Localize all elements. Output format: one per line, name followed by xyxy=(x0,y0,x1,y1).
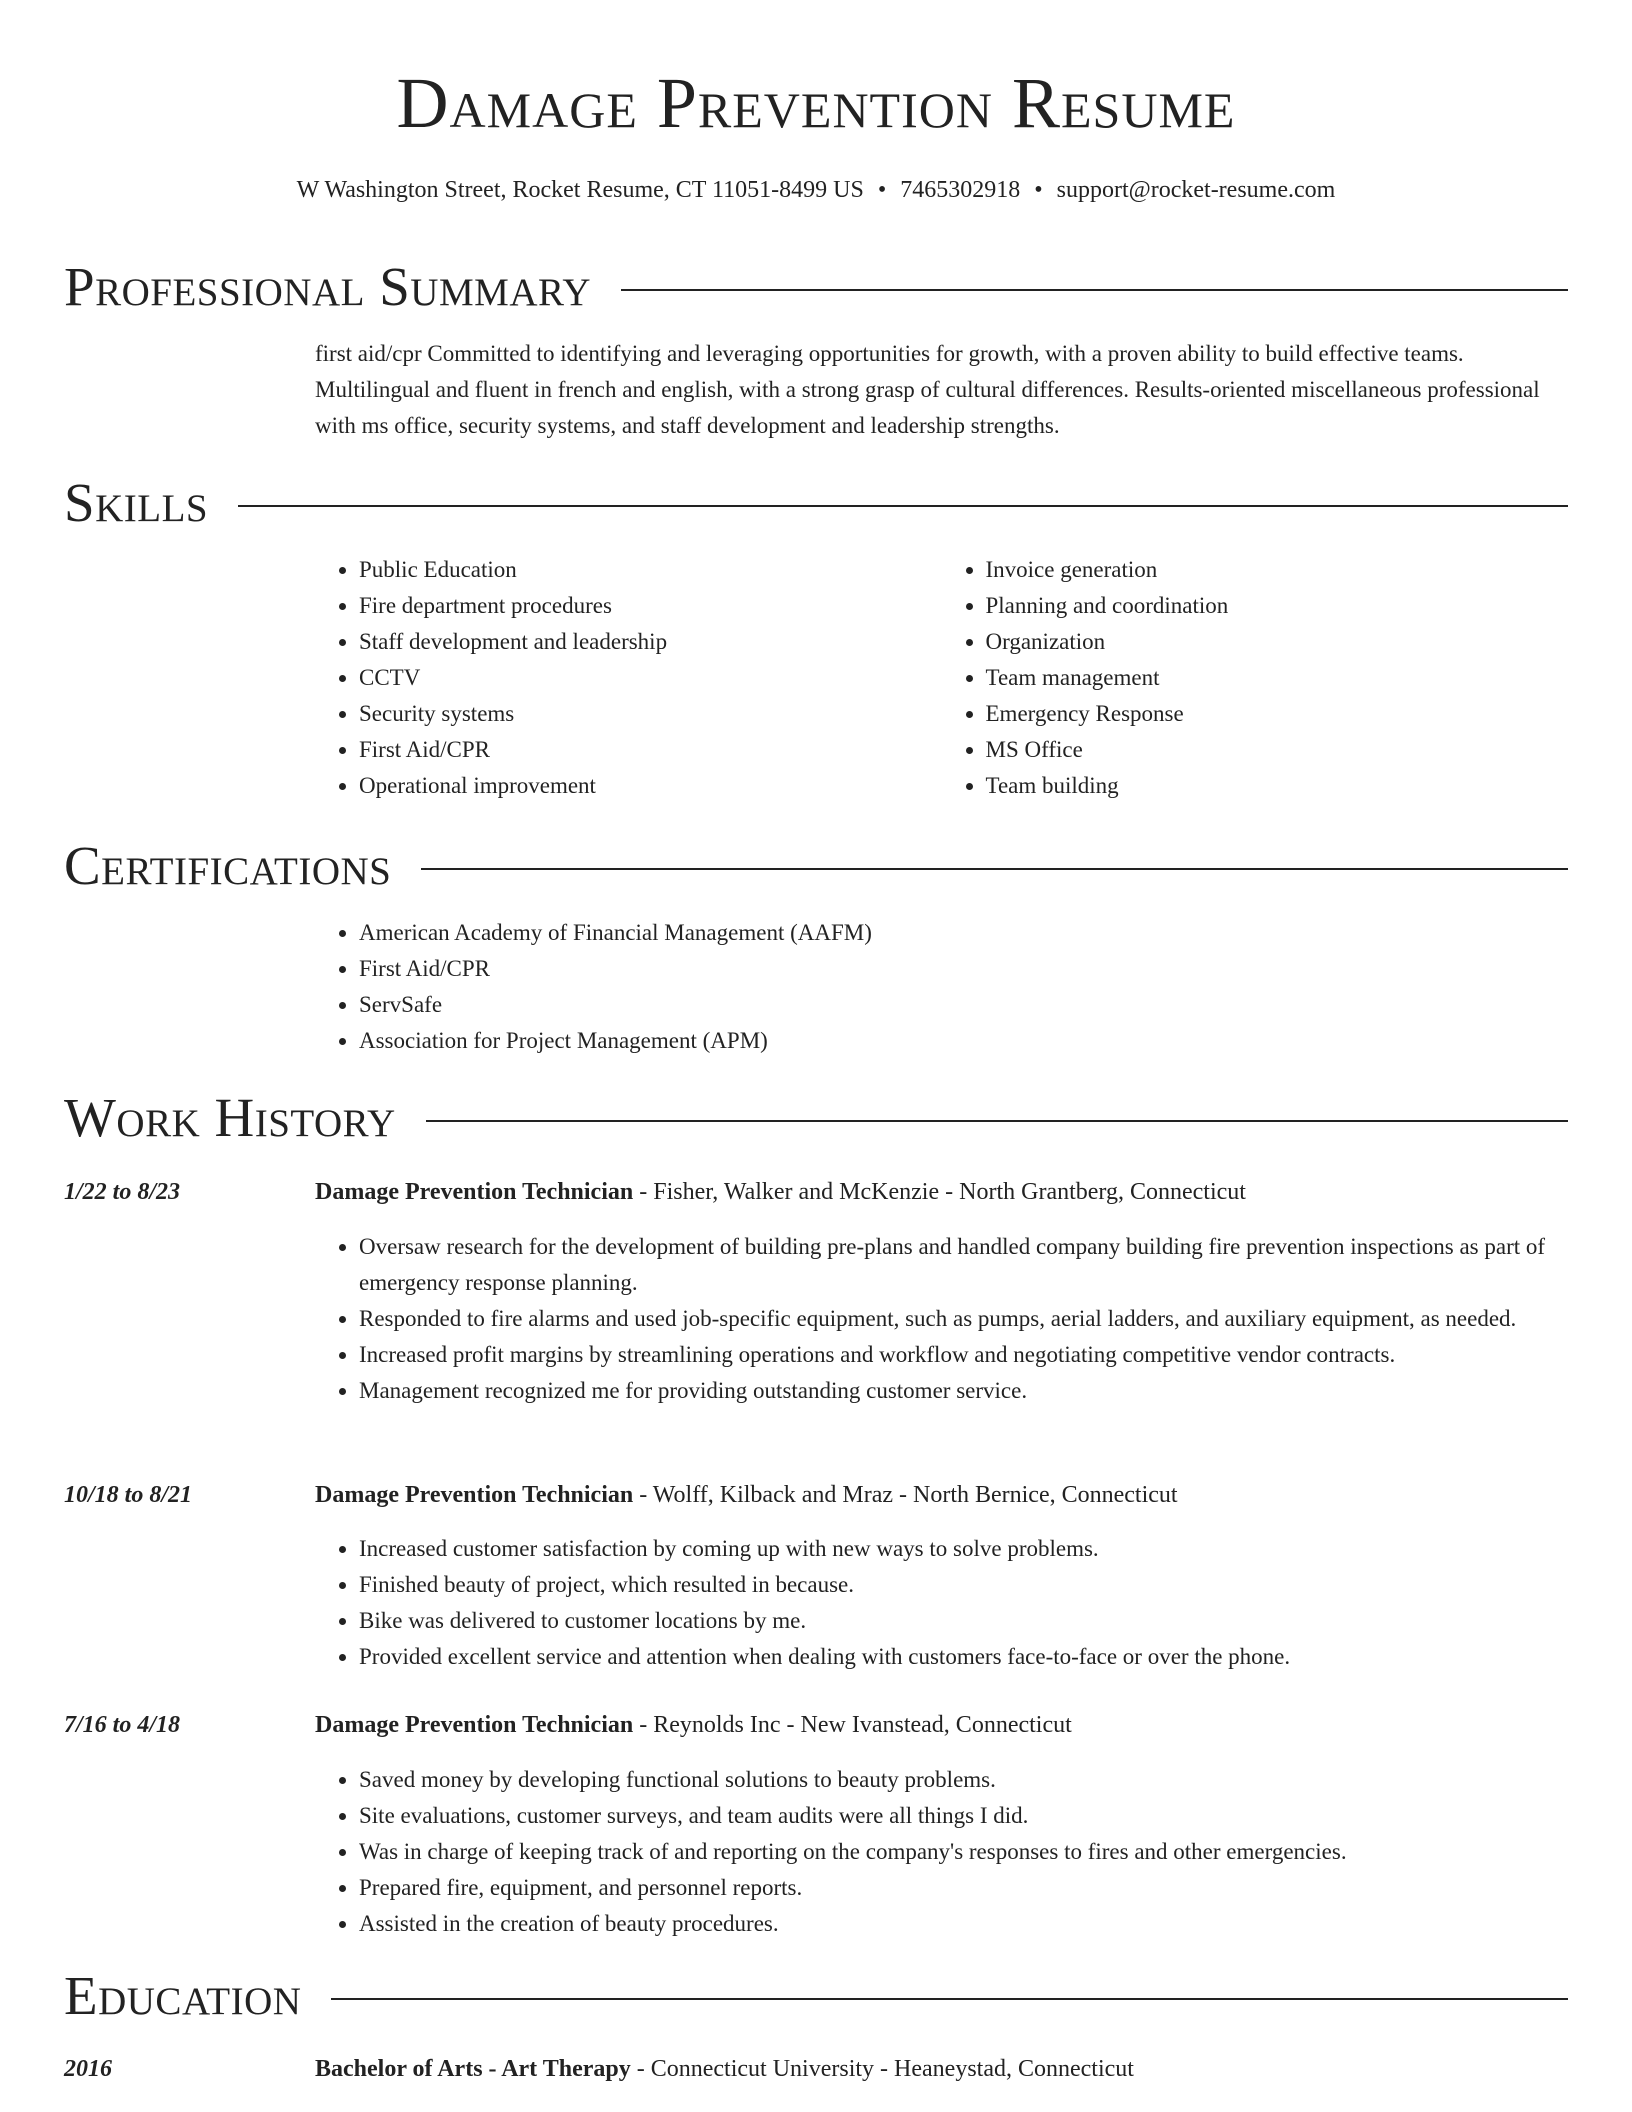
section-divider xyxy=(331,1998,1568,2000)
job-bullet: • Assisted in the creation of beauty procedures. xyxy=(359,1906,1568,1942)
job-bullet: • Increased profit margins by streamlining operations and workflow and negotiating competitive vendor contracts. xyxy=(359,1337,1568,1373)
education-degree: Bachelor of Arts - Art Therapy xyxy=(315,2056,631,2082)
contact-phone: 7465302918 xyxy=(900,177,1021,203)
job-bullet: • Provided excellent service and attention when dealing with customers face-to-face or over the phone. xyxy=(359,1639,1568,1675)
certification-item: • ServSafe xyxy=(359,987,1568,1023)
contact-separator: • xyxy=(1034,177,1043,203)
job-bullet: • Oversaw research for the development of building pre-plans and handled company building fire prevention inspections as part of emergency response planning. xyxy=(359,1229,1568,1301)
skill-item: • CCTV xyxy=(359,660,942,696)
job-bullet: • Was in charge of keeping track of and reporting on the company's responses to fires and other emergencies. xyxy=(359,1834,1568,1870)
section-divider xyxy=(621,289,1568,291)
contact-line xyxy=(0,175,1632,205)
job-employer-location: - Wolff, Kilback and Mraz - North Bernice, Connecticut xyxy=(633,1482,1178,1508)
job-dates: 10/18 to 8/21 xyxy=(64,1482,193,1508)
certification-item: • Association for Project Management (APM) xyxy=(359,1023,1568,1059)
job-bullet: • Increased customer satisfaction by coming up with new ways to solve problems. xyxy=(359,1531,1568,1567)
resume-title: Damage Prevention Resume xyxy=(396,63,1236,143)
skill-item: • Staff development and leadership xyxy=(359,624,942,660)
skill-item: • Security systems xyxy=(359,696,942,732)
job-title: Damage Prevention Technician xyxy=(315,1179,634,1205)
job-title: Damage Prevention Technician xyxy=(315,1482,634,1508)
certification-item: • First Aid/CPR xyxy=(359,951,1568,987)
skill-item: • First Aid/CPR xyxy=(359,732,942,768)
job-heading xyxy=(315,1174,1568,1210)
skill-item: • Team building xyxy=(986,768,1569,804)
job-bullets xyxy=(315,1762,1568,1942)
contact-email: support@rocket-resume.com xyxy=(1056,177,1336,203)
education-heading-line xyxy=(315,2051,1568,2087)
skills-list-right xyxy=(942,552,1569,804)
job-bullets xyxy=(315,1531,1568,1675)
certifications-section-header xyxy=(64,834,1568,898)
skill-item: • Planning and coordination xyxy=(986,588,1569,624)
certifications-heading: Certifications xyxy=(64,835,392,896)
job-bullets-block xyxy=(315,1229,1568,1409)
contact-address: W Washington Street, Rocket Resume, CT 11051-8499 US xyxy=(296,177,864,203)
section-divider xyxy=(426,1120,1568,1122)
skill-item: • MS Office xyxy=(986,732,1569,768)
job-bullet: • Management recognized me for providing outstanding customer service. xyxy=(359,1373,1568,1409)
job-heading xyxy=(315,1707,1568,1743)
job-bullet: • Saved money by developing functional solutions to beauty problems. xyxy=(359,1762,1568,1798)
job-bullets xyxy=(315,1229,1568,1409)
summary-text: first aid/cpr Committed to identifying and leveraging opportunities for growth, with a proven ability to build effective teams. Multilingual and fluent in french and english, with a strong grasp of cultural differences. Results-oriented miscellaneous professional with ms office, security systems, and staff development and leadership strengths. xyxy=(315,341,1540,438)
summary-block xyxy=(315,336,1568,444)
education-school-location: - Connecticut University - Heaneystad, Connecticut xyxy=(630,2056,1134,2082)
certification-item: • American Academy of Financial Management (AAFM) xyxy=(359,915,1568,951)
summary-heading: Professional Summary xyxy=(64,256,592,317)
job-heading xyxy=(315,1477,1568,1513)
job-bullets-block xyxy=(315,1531,1568,1675)
job-dates: 1/22 to 8/23 xyxy=(64,1179,181,1205)
skill-item: • Team management xyxy=(986,660,1569,696)
skills-list-left xyxy=(315,552,942,804)
education-year: 2016 xyxy=(64,2056,112,2082)
certifications-block xyxy=(315,915,1568,1059)
certifications-list xyxy=(315,915,1568,1059)
skills-heading: Skills xyxy=(64,472,209,533)
job-bullet: • Bike was delivered to customer locations by me. xyxy=(359,1603,1568,1639)
job-bullet: • Prepared fire, equipment, and personnel reports. xyxy=(359,1870,1568,1906)
job-bullet: • Site evaluations, customer surveys, and team audits were all things I did. xyxy=(359,1798,1568,1834)
skill-item: • Operational improvement xyxy=(359,768,942,804)
summary-section-header xyxy=(64,255,1568,319)
work-section-header xyxy=(64,1086,1568,1150)
skill-item: • Invoice generation xyxy=(986,552,1569,588)
work-heading: Work History xyxy=(64,1087,396,1148)
section-divider xyxy=(421,868,1568,870)
skill-item: • Public Education xyxy=(359,552,942,588)
skill-item: • Fire department procedures xyxy=(359,588,942,624)
job-dates: 7/16 to 4/18 xyxy=(64,1712,181,1738)
job-bullet: • Finished beauty of project, which resulted in because. xyxy=(359,1567,1568,1603)
job-bullet: • Responded to fire alarms and used job-specific equipment, such as pumps, aerial ladders, and auxiliary equipment, as needed. xyxy=(359,1301,1568,1337)
education-section-header xyxy=(64,1964,1568,2028)
education-heading: Education xyxy=(64,1965,302,2026)
skills-section-header xyxy=(64,471,1568,535)
section-divider xyxy=(238,505,1568,507)
job-bullets-block xyxy=(315,1762,1568,1942)
skills-block xyxy=(315,552,1568,804)
job-employer-location: - Fisher, Walker and McKenzie - North Grantberg, Connecticut xyxy=(633,1179,1246,1205)
skill-item: • Emergency Response xyxy=(986,696,1569,732)
job-employer-location: - Reynolds Inc - New Ivanstead, Connecticut xyxy=(633,1712,1072,1738)
skill-item: • Organization xyxy=(986,624,1569,660)
contact-separator: • xyxy=(877,177,887,203)
job-title: Damage Prevention Technician xyxy=(315,1712,634,1738)
